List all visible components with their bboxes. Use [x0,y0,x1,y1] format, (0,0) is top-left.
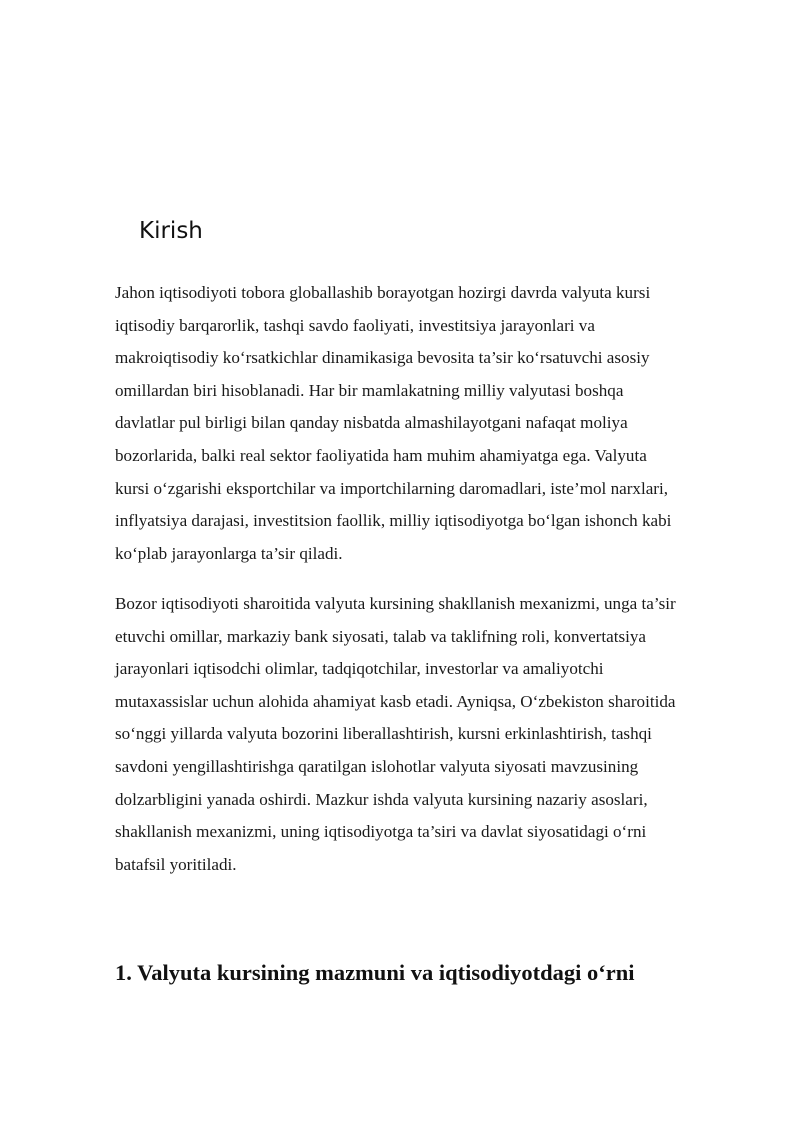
paragraph-line: makroiqtisodiy ko‘rsatkichlar dinamikasiga bevosita ta’sir ko‘rsatuvchi asosiy [115,348,650,368]
paragraph-line: ko‘plab jarayonlarga ta’sir qiladi. [115,543,343,563]
paragraph-line: jarayonlari iqtisodchi olimlar, tadqiqotchilar, investorlar va amaliyotchi [115,659,604,679]
paragraph-line: mutaxassislar uchun alohida ahamiyat kasb etadi. Ayniqsa, O‘zbekiston sharoitida [115,691,676,711]
paragraph-line: shakllanish mexanizmi, uning iqtisodiyotga ta’siri va davlat siyosatidagi o‘rni [115,822,647,842]
paragraph-line: savdoni yengillashtirishga qaratilgan islohotlar valyuta siyosati mavzusining [115,756,639,776]
paragraph-line: etuvchi omillar, markaziy bank siyosati, talab va taklifning roli, konvertatsiya [115,626,646,646]
paragraph-line: Bozor iqtisodiyoti sharoitida valyuta kursining shakllanish mexanizmi, unga ta’sir [115,594,676,613]
paragraph-line: so‘nggi yillarda valyuta bozorini liberallashtirish, kursni erkinlashtirish, tashqi [115,724,652,744]
paragraph-line: batafsil yoritiladi. [115,854,237,874]
intro-paragraph-2 [115,588,740,881]
paragraph-line: kursi o‘zgarishi eksportchilar va importchilarning daromadlari, iste’mol narxlari, [115,478,669,498]
intro-heading: Kirish [139,218,203,244]
section-heading: 1. Valyuta kursining mazmuni va iqtisodiyotdagi o‘rni [115,960,635,985]
paragraph-line: omillardan biri hisoblanadi. Har bir mamlakatning milliy valyutasi boshqa [115,380,624,400]
paragraph-line: inflyatsiya darajasi, investitsion faollik, milliy iqtisodiyotga bo‘lgan ishonch kabi [115,511,672,531]
paragraph-line: dolzarbligini yanada oshirdi. Mazkur ishda valyuta kursining nazariy asoslari, [115,789,648,809]
paragraph-line: bozorlarida, balki real sektor faoliyatida ham muhim ahamiyatga ega. Valyuta [115,445,647,465]
paragraph-line: iqtisodiy barqarorlik, tashqi savdo faoliyati, investitsiya jarayonlari va [115,315,595,335]
paragraph-line: davlatlar pul birligi bilan qanday nisbatda almashilayotgani nafaqat moliya [115,413,628,433]
intro-paragraph-1 [115,277,740,570]
paragraph-line: Jahon iqtisodiyoti tobora globallashib borayotgan hozirgi davrda valyuta kursi [115,283,651,302]
